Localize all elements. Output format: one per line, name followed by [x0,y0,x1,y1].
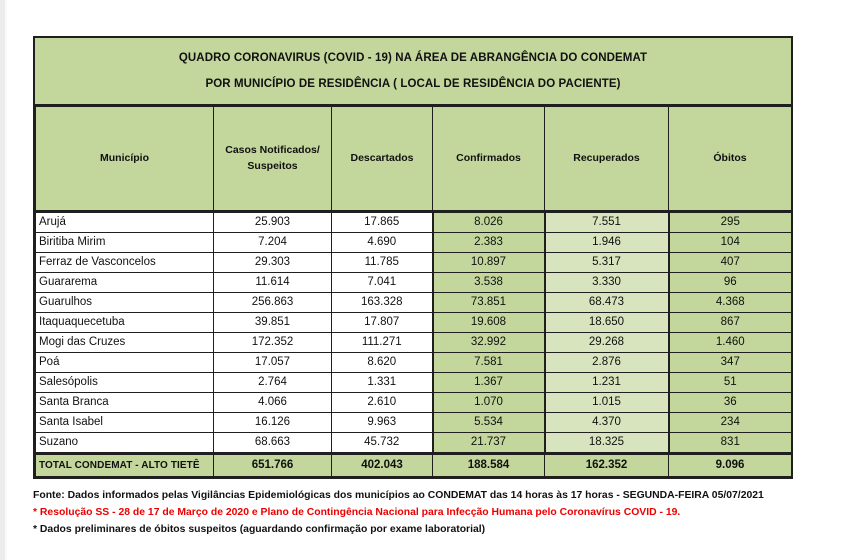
cell-descartados: 2.610 [332,393,433,413]
cell-municipio: Biritiba Mirim [36,233,214,253]
cell-confirmados: 8.026 [433,212,545,233]
cell-confirmados: 2.383 [433,233,545,253]
col-header-confirmados: Confirmados [433,107,545,212]
cell-descartados: 17.865 [332,212,433,233]
table-row-santa-branca [36,393,792,413]
covid-bulletin-table [33,36,793,479]
cell-total-label: TOTAL CONDEMAT - ALTO TIETÊ [36,454,214,477]
cell-municipio: Mogi das Cruzes [36,333,214,353]
cell-casos: 11.614 [214,273,332,293]
col-header-municipio: Município [36,107,214,212]
col-header-recuperados: Recuperados [545,107,669,212]
cell-obitos: 831 [669,433,792,454]
col-header-obitos: Óbitos [669,107,792,212]
table-row-biritiba-mirim [36,233,792,253]
cell-confirmados: 1.367 [433,373,545,393]
cell-casos: 172.352 [214,333,332,353]
cell-total-recuperados: 162.352 [545,454,669,477]
cell-casos: 256.863 [214,293,332,313]
cell-descartados: 4.690 [332,233,433,253]
cell-obitos: 4.368 [669,293,792,313]
cell-confirmados: 3.538 [433,273,545,293]
source-note: Fonte: Dados informados pelas Vigilâncias Epidemiológicas dos municípios ao CONDEMAT das 14 horas às 17 horas - SEGUNDA-FEIRA 05/07/2021 [33,490,764,501]
cell-municipio: Guararema [36,273,214,293]
cell-total-casos: 651.766 [214,454,332,477]
cell-descartados: 111.271 [332,333,433,353]
cell-descartados: 163.328 [332,293,433,313]
cell-confirmados: 21.737 [433,433,545,454]
cell-recuperados: 68.473 [545,293,669,313]
cell-casos: 4.066 [214,393,332,413]
cell-municipio: Santa Branca [36,393,214,413]
table-row-ferraz-de-vasconcelos [36,253,792,273]
cell-total-obitos: 9.096 [669,454,792,477]
table-row-suzano [36,433,792,454]
cell-obitos: 96 [669,273,792,293]
table-row-total [36,454,792,477]
cell-municipio: Ferraz de Vasconcelos [36,253,214,273]
cell-recuperados: 29.268 [545,333,669,353]
cell-recuperados: 18.325 [545,433,669,454]
table-row-poa [36,353,792,373]
cell-obitos: 104 [669,233,792,253]
col-header-descartados: Descartados [332,107,433,212]
cell-recuperados: 7.551 [545,212,669,233]
cell-obitos: 867 [669,313,792,333]
cell-descartados: 7.041 [332,273,433,293]
cell-recuperados: 5.317 [545,253,669,273]
cell-obitos: 36 [669,393,792,413]
cell-obitos: 295 [669,212,792,233]
cell-obitos: 1.460 [669,333,792,353]
cell-recuperados: 1.231 [545,373,669,393]
cell-recuperados: 3.330 [545,273,669,293]
cell-descartados: 8.620 [332,353,433,373]
footnotes [33,487,833,538]
table-row-aruja [36,212,792,233]
cell-recuperados: 4.370 [545,413,669,433]
cell-municipio: Itaquaquecetuba [36,313,214,333]
cell-confirmados: 1.070 [433,393,545,413]
cell-casos: 39.851 [214,313,332,333]
cell-casos: 16.126 [214,413,332,433]
table-row-mogi-das-cruzes [36,333,792,353]
cell-confirmados: 5.534 [433,413,545,433]
table-row-guarulhos [36,293,792,313]
cell-total-descartados: 402.043 [332,454,433,477]
col-header-casos-notificados: Casos Notificados/ Suspeitos [214,107,332,212]
cell-casos: 17.057 [214,353,332,373]
cell-descartados: 11.785 [332,253,433,273]
cell-municipio: Santa Isabel [36,413,214,433]
cell-confirmados: 73.851 [433,293,545,313]
title-line-1: QUADRO CORONAVIRUS (COVID - 19) NA ÁREA DE ABRANGÊNCIA DO CONDEMAT [178,52,648,64]
table-title [35,38,791,106]
cell-obitos: 407 [669,253,792,273]
cell-obitos: 51 [669,373,792,393]
cell-confirmados: 7.581 [433,353,545,373]
cell-casos: 68.663 [214,433,332,454]
table-row-itaquaquecetuba [36,313,792,333]
cell-obitos: 234 [669,413,792,433]
cell-total-confirmados: 188.584 [433,454,545,477]
page-edge-strip [0,0,7,560]
cell-confirmados: 19.608 [433,313,545,333]
cell-recuperados: 1.946 [545,233,669,253]
cell-recuperados: 1.015 [545,393,669,413]
cell-recuperados: 18.650 [545,313,669,333]
cell-casos: 29.303 [214,253,332,273]
header-row [36,107,792,212]
cell-municipio: Poá [36,353,214,373]
table-row-santa-isabel [36,413,792,433]
resolution-note: * Resolução SS - 28 de 17 de Março de 2020 e Plano de Contingência Nacional para Infecção Humana pelo Coronavírus COVID - 19. [33,507,681,518]
table-row-salesopolis [36,373,792,393]
covid-data-table [35,106,792,477]
table-row-guararema [36,273,792,293]
cell-recuperados: 2.876 [545,353,669,373]
title-line-2: POR MUNICÍPIO DE RESIDÊNCIA ( LOCAL DE RESIDÊNCIA DO PACIENTE) [205,78,621,90]
cell-casos: 25.903 [214,212,332,233]
cell-confirmados: 10.897 [433,253,545,273]
cell-obitos: 347 [669,353,792,373]
cell-confirmados: 32.992 [433,333,545,353]
cell-casos: 7.204 [214,233,332,253]
cell-municipio: Suzano [36,433,214,454]
cell-descartados: 17.807 [332,313,433,333]
cell-descartados: 9.963 [332,413,433,433]
cell-descartados: 45.732 [332,433,433,454]
cell-casos: 2.764 [214,373,332,393]
cell-descartados: 1.331 [332,373,433,393]
preliminary-data-note: * Dados preliminares de óbitos suspeitos (aguardando confirmação por exame laboratorial) [33,524,486,535]
cell-municipio: Arujá [36,212,214,233]
cell-municipio: Guarulhos [36,293,214,313]
cell-municipio: Salesópolis [36,373,214,393]
